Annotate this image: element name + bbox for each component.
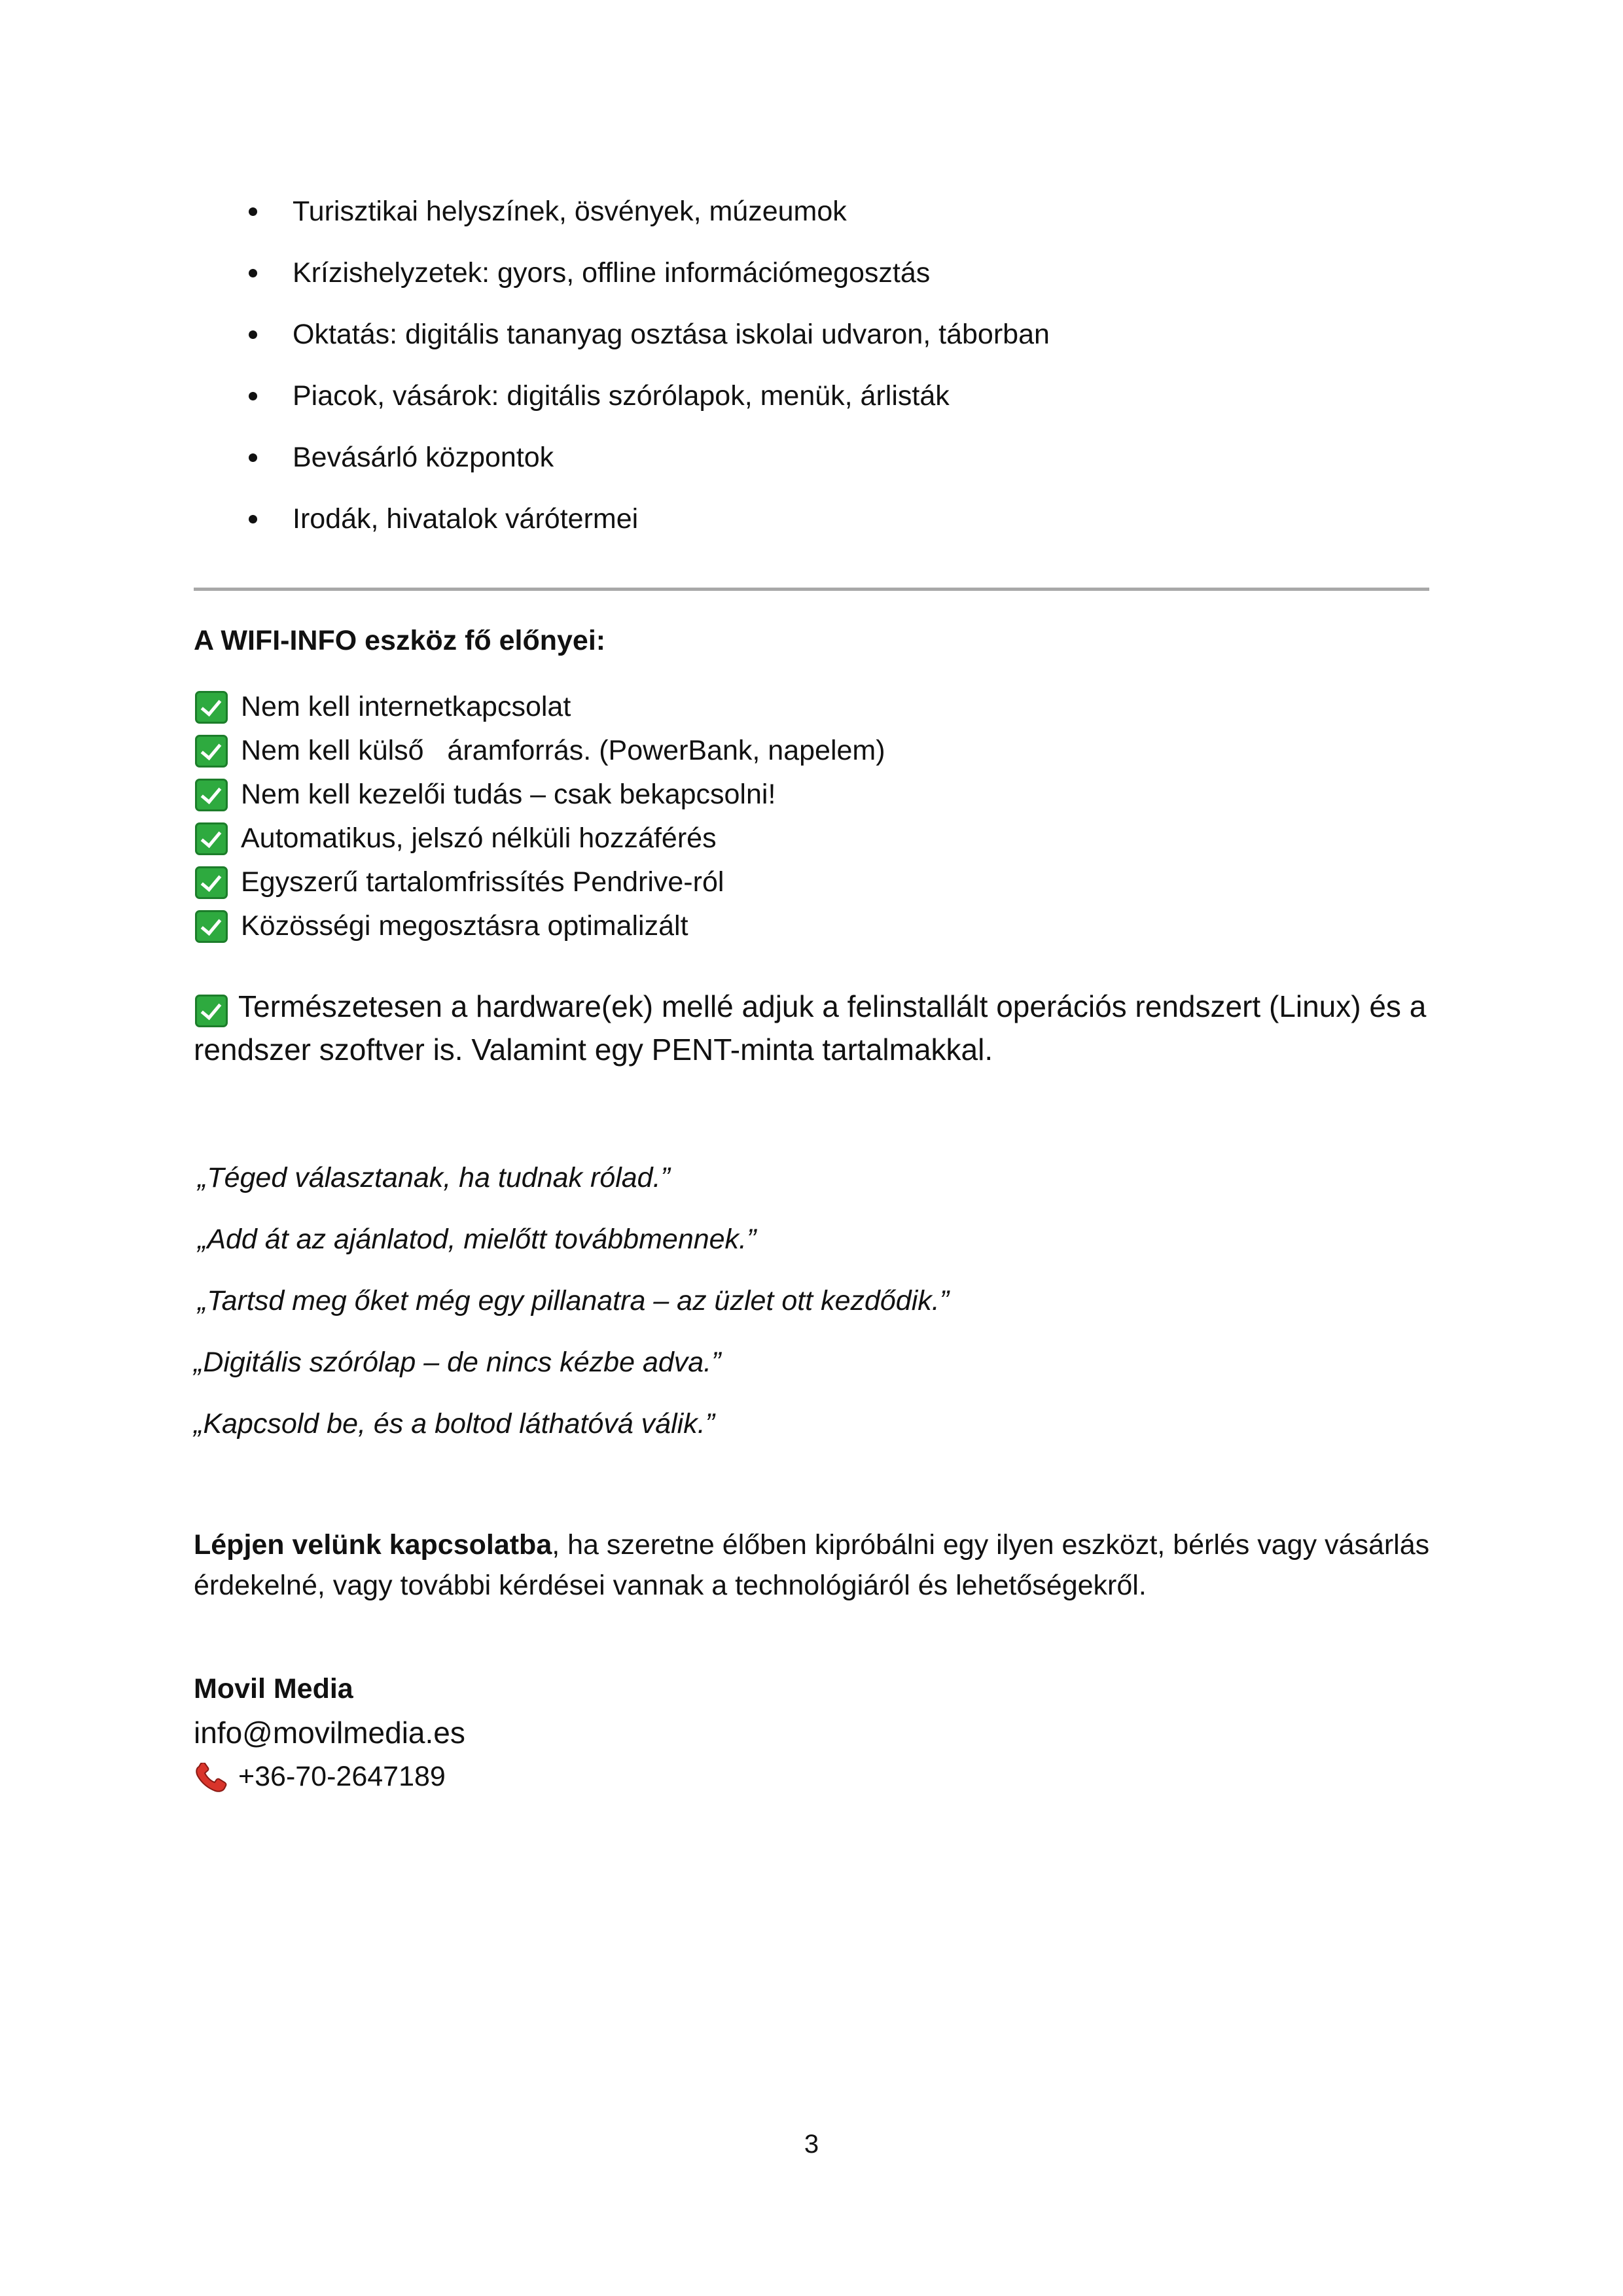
check-mark-icon (195, 779, 228, 811)
company-phone[interactable]: +36-70-2647189 (238, 1761, 446, 1792)
check-mark-icon (195, 822, 228, 855)
list-item: Közösségi megosztásra optimalizált (194, 905, 885, 949)
bullet-icon (249, 207, 257, 216)
slogan-list (194, 1156, 949, 1464)
telephone-icon (194, 1763, 229, 1793)
bullet-icon (249, 330, 257, 339)
list-item: Irodák, hivatalok várótermei (242, 497, 1050, 559)
list-item: Turisztikai helyszínek, ösvények, múzeumok (242, 190, 1050, 251)
slogan: „Digitális szórólap – de nincs kézbe adva.” (194, 1347, 721, 1378)
list-item: Krízishelyzetek: gyors, offline információmegosztás (242, 251, 1050, 313)
page-number: 3 (804, 2130, 819, 2159)
list-item: Automatikus, jelszó nélküli hozzáférés (194, 817, 885, 861)
list-item: Nem kell kezelői tudás – csak bekapcsolni! (194, 773, 885, 817)
company-phone-row (194, 1755, 465, 1799)
slogan: „Kapcsold be, és a boltod láthatóvá válik.” (194, 1408, 715, 1439)
bullet-icon (249, 392, 257, 400)
list-item: Oktatás: digitális tananyag osztása iskolai udvaron, táborban (242, 313, 1050, 374)
check-mark-icon (195, 735, 228, 768)
slogan: „Tartsd meg őket még egy pillanatra – az üzlet ott kezdődik.” (198, 1285, 950, 1316)
advantages-list (194, 686, 885, 949)
software-note: Természetesen a hardware(ek) mellé adjuk a felinstallált operációs rendszert (Linux) és a rendszer szoftver is. Valamint egy PENT-minta tartalmakkal. (194, 989, 1427, 1067)
slogan: „Add át az ajánlatod, mielőtt továbbmennek.” (198, 1224, 757, 1255)
list-item: Piacok, vásárok: digitális szórólapok, menük, árlisták (242, 374, 1050, 436)
bullet-icon (249, 515, 257, 523)
check-mark-icon (195, 995, 228, 1027)
list-item: Bevásárló központok (242, 436, 1050, 497)
contact-emphasis: Lépjen velünk kapcsolatba (194, 1529, 552, 1561)
company-email[interactable]: info@movilmedia.es (194, 1716, 465, 1750)
list-item: Nem kell internetkapcsolat (194, 686, 885, 730)
bullet-icon (249, 269, 257, 277)
company-block (194, 1667, 465, 1799)
check-mark-icon (195, 910, 228, 943)
company-name: Movil Media (194, 1673, 353, 1704)
slogan: „Téged választanak, ha tudnak rólad.” (198, 1162, 670, 1193)
list-item: Egyszerű tartalomfrissítés Pendrive-ról (194, 861, 885, 905)
bullet-icon (249, 453, 257, 462)
contact-paragraph: Lépjen velünk kapcsolatba, ha szeretne élőben kipróbálni egy ilyen eszközt, bérlés vagy vásárlás érdekelné, vagy további kérdései vannak a technológiáról és lehetőségekről. (194, 1529, 1430, 1601)
check-mark-icon (195, 866, 228, 899)
check-mark-icon (195, 691, 228, 724)
advantages-heading: A WIFI-INFO eszköz fő előnyei: (194, 625, 606, 656)
list-item: Nem kell külső áramforrás. (PowerBank, napelem) (194, 730, 885, 773)
horizontal-divider (194, 588, 1429, 591)
use-case-list (242, 190, 1050, 559)
